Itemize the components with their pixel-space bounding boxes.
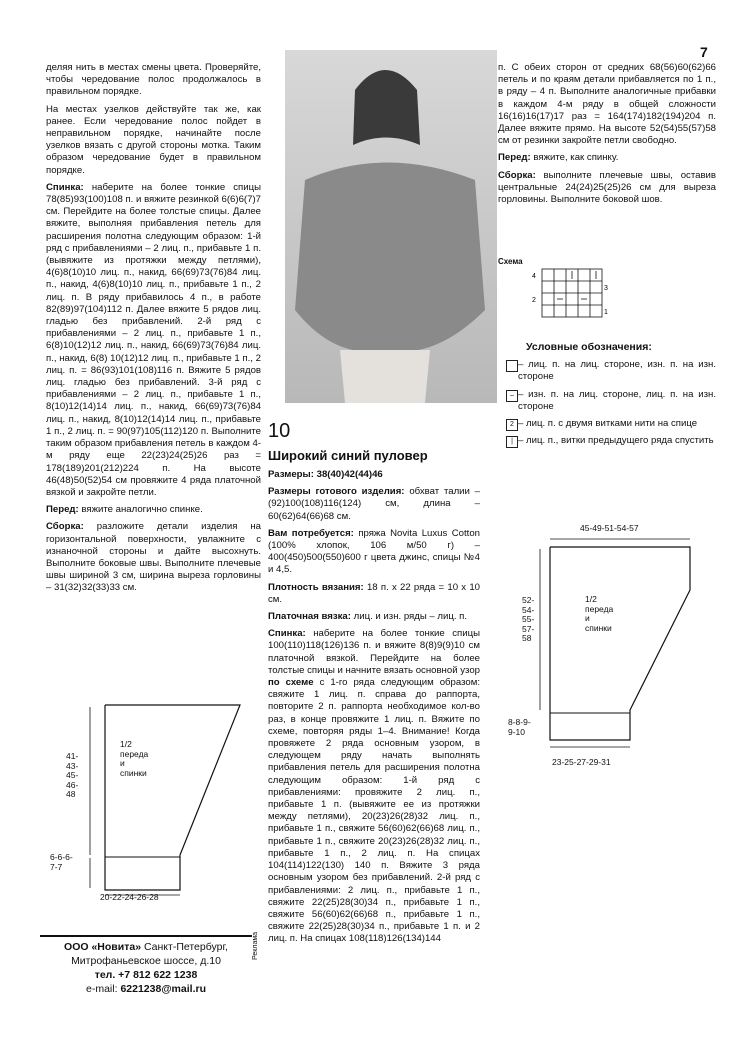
ad-company: [40, 940, 252, 954]
bottom-width-label: 20-22-24-26-28: [100, 892, 159, 902]
purl-symbol-icon: –: [506, 390, 518, 402]
section-text: лиц. и изн. ряды – лиц. п.: [353, 611, 468, 623]
legend-text: – лиц. п. на лиц. стороне, изн. п. на изн. стороне: [518, 359, 716, 383]
materials-paragraph: [268, 528, 480, 577]
sborka-paragraph: [498, 170, 716, 207]
pered-paragraph: [46, 504, 261, 516]
company-city: Санкт-Петербург,: [141, 941, 228, 953]
label-line: спинки: [585, 622, 612, 633]
pattern-diagram-1: [60, 695, 260, 905]
section-label: Сборка:: [46, 521, 84, 533]
pattern-number: 10: [268, 420, 291, 442]
label-line: спинки: [120, 767, 147, 778]
label-line: переда: [585, 603, 614, 614]
label-line: переда: [120, 748, 149, 759]
legend-text: – лиц. п. с двумя витками нити на спице: [518, 418, 698, 430]
diagram-label: [585, 595, 613, 633]
reklama-mark: Реклама: [252, 931, 259, 960]
pered-paragraph: [498, 152, 716, 164]
rib-height-label: 9-10: [508, 726, 526, 737]
legend-item: [498, 418, 716, 430]
section-text: выполните плечевые швы, оставив центральные 24(24)25(25)26 см для выреза горловины. Выполните боковой шов.: [498, 169, 716, 206]
diagram-outline: [550, 547, 690, 740]
model-photo: [285, 50, 497, 403]
legend-item: [498, 359, 716, 383]
paragraph: деляя нить в местах смены цвета. Проверяйте, чтобы чередование полос продолжалось в правильном порядке.: [46, 62, 261, 98]
rib-height-label: 7-7: [50, 861, 63, 872]
section-label: Платочная вязка:: [268, 611, 351, 623]
rib-height-label: 6-6-6-: [50, 852, 73, 862]
ad-phone: тел. +7 812 622 1238: [94, 969, 198, 981]
legend-item: [498, 389, 716, 413]
legend-text: – изн. п. на лиц. стороне, лиц. п. на изн. стороне: [518, 388, 716, 412]
section-text: наберите на более тонкие спицы 78(85)93(100)108 п. и вяжите резинкой 6(6)6(7)7 см. Перейдите на более толстые спицы. Далее вяжите, выполняя прибавления петель для расширения полотна следующим образом: 1-й ряд с прибавлениями – 2 лиц. п., прибавьте 1 п. (вывяжите из протяжки между петлями), 4(6)8(10)10 лиц. п., накид, 66(69)73(76)84 лиц. п., накид, 4(6)8(10)10 лиц. п., прибавьте 1 п., 2 лиц. п. В ряду прибавилось 4 п., в работе 82(89)97(104)112 п. Далее вяжите 5 рядов лиц. гладью без прибавлений. 2-й ряд с прибавлениями – 2 лиц. п., прибавьте 1 п., 6(8)10(12)12 лиц. п., накид, 66(69)73(76)84 лиц. п., накид, 6(8) 10(12)12 лиц. п., прибавьте 1 п., 2 лиц. п. = 86(93)101(108)116 п. Вяжите 5 рядов лиц. гладью без прибавлений. 3-й ряд с прибавлениями – 2 лиц. п., прибавьте 1 п., 8(10)12(14)14 лиц. п., накид, 66(69)73(76)84 лиц. п., накид, 8(10)12(14)14 лиц. п., прибавьте 1 п., 2 лиц. п. = 90(97)105(112)120 п. Выполните таким образом прибавления петель в каждом 4-м ряду еще 22(23)24(25)26 раз = 178(189)201(212)224 п. На высоте 46(48)50(52)54 см провяжите 4 ряда платочной вязкой и закройте петли.: [46, 181, 261, 498]
photo-illustration: [285, 50, 497, 403]
height-label: 43-: [66, 760, 79, 771]
ad-email: [40, 982, 252, 996]
label-line: и: [585, 613, 590, 623]
column-2: [268, 420, 480, 951]
page-number: 7: [700, 44, 708, 60]
section-text: с 1-го ряда следующим образом: свяжите 1 лиц. п. справа до раппорта, повторите 2 п. раппорта необходимое кол-во раз, в конце провяжите 1 лиц. п. Вяжите по схеме, повторяя ряды 1–4. Внимание! Когда провяжете 2 ряда основным узором, в следующем ряду начать выполнять прибавления петель для расширения полотна следующим образом: 1-й ряд с прибавлениями: провяжите 2 лиц. п., прибавьте 1 п. (вывяжите ее из протяжки между петлями), 20(23)26(28)32 лиц. п., прибавьте 1 п., свяжите 56(60)62(66)68 лиц. п., прибавьте 1 п., свяжите 20(23)26(28)32 лиц. п., прибавьте 1 п., 2 лиц. п. На спицах 104(114)122(130) 140 п. Вяжите 3 ряда основным узором без прибавлений. 2-й ряд с прибавлениями: 2 лиц. п., прибавьте 1 п., свяжите 22(25)28(30)34 п., прибавьте 1 п., свяжите 56(60)62(66)68 п., прибавьте 1 п., свяжите 22(25)28(30)34 п., прибавьте 1 п. и 2 лиц. п. На спицах 108(118)126(134)144: [268, 677, 480, 945]
knit-symbol-icon: [506, 360, 518, 372]
spinka-paragraph: [46, 182, 261, 499]
legend-item: [498, 435, 716, 447]
section-text: вяжите, как спинку.: [533, 152, 619, 164]
section-text: наберите на более тонкие спицы 100(110)118(126)136 п. и вяжите 8(8)9(9)10 см платочной вязкой. Перейдите на более толстые спицы и начните вязать основной узор: [268, 628, 480, 676]
ad-divider: [40, 935, 252, 937]
section-text: вяжите аналогично спинке.: [81, 504, 203, 516]
height-label: 58: [522, 633, 532, 643]
label-line: и: [120, 758, 125, 768]
section-label: Сборка:: [498, 169, 536, 181]
sborka-paragraph: [46, 521, 261, 594]
height-label: 45-: [66, 770, 79, 780]
label-line: 1/2: [585, 594, 597, 604]
section-label: Плотность вязания:: [268, 581, 364, 593]
pattern-title: Широкий синий пуловер: [268, 448, 428, 463]
diagram-outline: [105, 705, 240, 890]
drop-wrap-symbol-icon: |: [506, 436, 518, 448]
height-label: 48: [66, 789, 76, 799]
row-number: 4: [532, 273, 536, 280]
sizes-value: 38(40)42(44)46: [316, 469, 383, 480]
column-3: [498, 62, 716, 211]
scheme-ref: по схеме: [268, 677, 314, 689]
section-label: Размеры:: [268, 469, 314, 480]
height-label: 57-: [522, 623, 535, 634]
spinka-paragraph: [268, 628, 480, 945]
sizes-paragraph: [268, 469, 480, 481]
top-width-label: 45-49-51-54-57: [580, 523, 639, 533]
rib-height-labels: [508, 718, 531, 737]
section-label: Спинка:: [268, 628, 306, 640]
height-labels: [522, 596, 534, 644]
company-name: ООО «Новита»: [64, 941, 142, 953]
height-label: 52-: [522, 595, 535, 605]
pattern-diagram-2: [540, 535, 730, 765]
scheme-label: Схема: [498, 257, 523, 266]
height-label: 55-: [522, 614, 535, 624]
section-label: Спинка:: [46, 181, 84, 193]
section-text: разложите детали изделия на горизонтальной поверхности, увлажните с изнаночной стороны и дайте высохнуть. Выполните боковые швы. Выполните плечевые швы шириной 3 см, ширина выреза горловины – 31(32)32(33)33 см.: [46, 521, 262, 594]
row-number: 3: [604, 285, 608, 292]
section-label: Размеры готового изделия:: [268, 486, 405, 498]
legend-title: Условные обозначения:: [526, 341, 652, 353]
diagram-label: [120, 740, 148, 778]
row-number: 1: [604, 309, 608, 316]
label-line: 1/2: [120, 739, 132, 749]
section-label: Перед:: [46, 504, 79, 516]
density-paragraph: [268, 582, 480, 606]
legend-text: – лиц. п., витки предыдущего ряда спустить: [518, 435, 714, 447]
height-labels: [66, 752, 78, 800]
paragraph: На местах узелков действуйте так же, как ранее. Если чередование полос пойдет в неправильном порядке, начинайте после узелков вязать с другой стороны мотка. Таким образом чередование будет в правильном порядке.: [46, 103, 261, 176]
section-label: Перед:: [498, 152, 531, 164]
section-text: обхват талии – (92)100(108)116(124) см, длина – 60(62)64(66)68 см.: [268, 486, 481, 522]
section-text: 18 п. х 22 ряда = 10 х 10 см.: [268, 581, 480, 605]
legend: [498, 335, 716, 452]
bottom-width-label: 23-25-27-29-31: [552, 757, 611, 767]
height-label: 54-: [522, 604, 535, 615]
height-label: 46-: [66, 779, 79, 790]
paragraph: п. С обеих сторон от средних 68(56)60(62)66 петель и по краям детали прибавляется по 1 п., в ряду – 4 п. Выполните аналогичные прибавки в каждом 4-м ряду в общей сложности 16(16)16(17)17 раз = 164(174)182(194)204 п. Далее вяжите прямо. На высоте 52(54)55(57)58 см от резинки закройте петли свободно.: [498, 62, 716, 147]
rib-height-labels: [50, 853, 73, 872]
rib-height-label: 8-8-9-: [508, 717, 531, 727]
scheme-grid: [530, 268, 608, 320]
stitch-paragraph: [268, 611, 480, 623]
email-link[interactable]: 6221238@mail.ru: [120, 983, 206, 995]
column-1: [46, 62, 261, 600]
height-label: 41-: [66, 751, 79, 761]
ad-block: [40, 940, 252, 996]
row-number: 2: [532, 297, 536, 304]
email-prefix: e-mail:: [86, 983, 121, 995]
ad-address: Митрофаньевское шоссе, д.10: [71, 955, 221, 967]
section-label: Вам потребуется:: [268, 527, 354, 539]
ready-sizes-paragraph: [268, 486, 480, 523]
section-text: пряжа Novita Luxus Cotton (100% хлопок, 106 м/50 г) – 400(450)500(550)600 г цвета джинс, спицы №4 и 4,5.: [268, 527, 480, 576]
double-wrap-symbol-icon: 2: [506, 419, 518, 431]
